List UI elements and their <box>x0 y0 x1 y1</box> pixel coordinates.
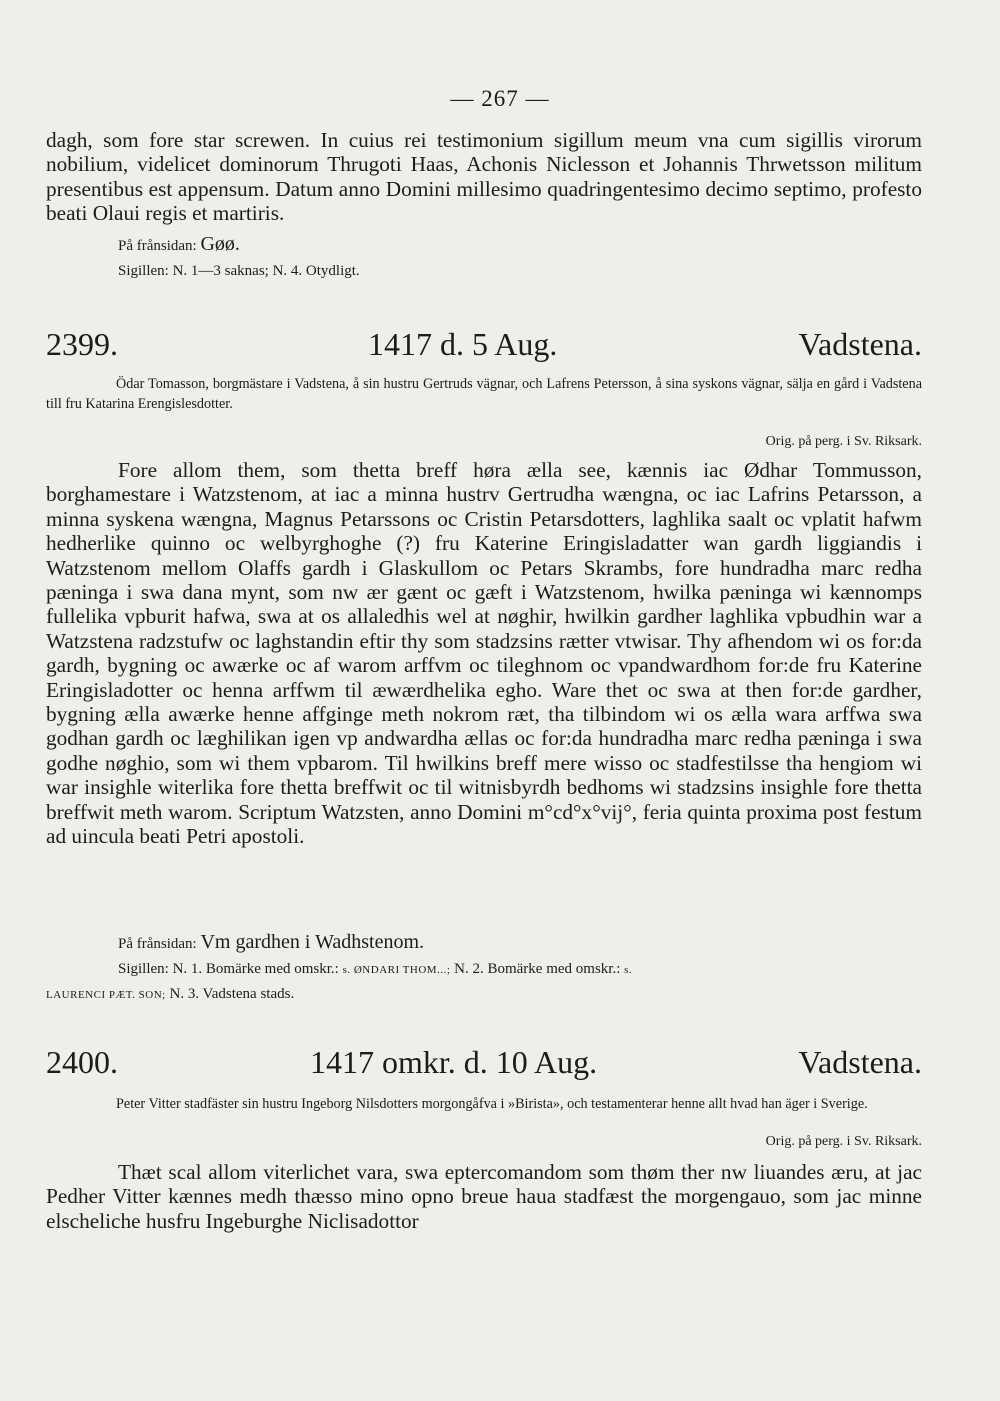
seals-text: Sigillen: N. 1. Bomärke med omskr.: <box>118 960 339 977</box>
entry-2399-notes <box>46 930 922 1008</box>
entry-2400-heading <box>46 1044 922 1080</box>
entry-2400-source: Orig. på perg. i Sv. Riksark. <box>765 1134 922 1149</box>
seal-inscription: LAURENCI PÆT. SON; <box>46 989 166 1001</box>
entry-number: 2399. <box>46 326 118 362</box>
seal-inscription: s. ØNDARI THOM...; <box>342 963 451 976</box>
seals-note: Sigillen: N. 1—3 saknas; N. 4. Otydligt. <box>118 262 360 279</box>
entry-place: Vadstena. <box>798 1044 922 1080</box>
entry-2399-source: Orig. på perg. i Sv. Riksark. <box>765 434 922 449</box>
entry-number: 2400. <box>46 1044 118 1080</box>
continuation-text: dagh, som fore star screwen. In cuius rei testimonium sigillum meum vna cum sigillis virorum nobilium, videlicet dominorum Thrugoti Haas, Achonis Niclesson et Johannis Thrwetsson militum presentibus est appensum. Datum anno Domini millesimo quadringentesimo decimo septimo, profesto beati Olaui regis et martiris. <box>46 128 922 226</box>
reverse-value: Vm gardhen i Wadhstenom. <box>200 931 425 953</box>
reverse-note <box>46 232 922 259</box>
entry-date: 1417 omkr. d. 10 Aug. <box>310 1044 598 1080</box>
entry-2399-summary <box>46 374 922 414</box>
entry-text: Thæt scal allom viterlichet vara, swa eptercomandom som thøm ther nw liuandes æru, at jac Pedher Vitter kænnes medh thæsso mino opno breue haua stadfæst the morgengauo, som jac minne elscheliche husfru Ingeburghe Niclisadottor <box>46 1160 922 1233</box>
entry-2399-text <box>46 458 922 849</box>
page-number: — 267 — <box>450 86 550 111</box>
seal-inscription: s. <box>624 963 633 976</box>
reverse-label: På frånsidan: <box>118 936 197 952</box>
seals-note <box>46 957 922 983</box>
seals-note-continued <box>46 982 922 1008</box>
continuation-paragraph <box>46 128 922 226</box>
entry-summary: Peter Vitter stadfäster sin hustru Ingeborg Nilsdotters morgongåfva i »Birista», och testamenterar henne allt hvad han äger i Sverige. <box>116 1096 868 1112</box>
reverse-note <box>46 930 922 957</box>
entry-2400-text <box>46 1160 922 1233</box>
entry-date: 1417 d. 5 Aug. <box>368 326 558 362</box>
seals-text: N. 2. Bomärke med omskr.: <box>454 960 621 977</box>
entry-text: Fore allom them, som thetta breff høra ælla see, kænnis iac Ødhar Tommusson, borghamestare i Watzstenom, at iac a minna hustrv Gertrudha wængna, oc iac Lafrins Petarsson, a minna syskena wængna, Magnus Petarssons oc Cristin Petarsdotters, laghlika saalt oc vplatit hafwm hedherlike quinno oc welbyrghoghe (?) fru Katerine Eringisladatter wan gardh liggiandis i Watzstenom mellom Olaffs gardh i Glaskullom oc Petars Skrambs, fore hundradha marc redha pæninga i swa dana mynt, som nw ær gænt oc gæft i Watzstenom, hwilka pæninga wi kænnomps fullelika vpburit hafwa, swa at os allaledhis wel at nøghir, hwilkin gardher laghlika vpbudhin war a Watzstena radzstufw oc laghstandin eftir thy som stadzsins rætter vtwisar. Thy afhendom wi os for:da gardh, bygning oc awærke oc af warom arffvm oc tileghnom oc vpandwardhom for:de fru Katerine Eringisladotter oc henna arffwm til æwærdhelika egho. Ware thet oc swa at then for:de gardher, bygning ælla awærke henne affginge meth nokrom ræt, tha tilbindom wi os ælla wara arffwa swa godhan gardh oc læghilikan igen vp andwardha ællas oc for:da hundradha marc redha pæninga i swa godhe nøghio, som wi them vpbarom. Til hwilkins breff mere wisso oc stadfestilsse tha hengiom wi war insighle witerlika fore thetta breffwit oc til witnisbyrdh bedhoms wi stadzsins insighle fore thetta breffwit meth warom. Scriptum Watzsten, anno Domini m°cd°x°vij°, feria quinta proxima post festum ad uincula beati Petri apostoli. <box>46 458 922 849</box>
continuation-notes <box>46 232 922 283</box>
entry-2399-heading <box>46 326 922 362</box>
entry-2400-summary <box>46 1094 922 1114</box>
seals-text: N. 3. Vadstena stads. <box>169 986 295 1002</box>
reverse-value: Gøø. <box>200 233 240 255</box>
entry-summary: Ödar Tomasson, borgmästare i Vadstena, å sin hustru Gertruds vägnar, och Lafrens Petersson, å sina syskons vägnar, sälja en gård i Vadstena till fru Katarina Erengislesdotter. <box>46 376 922 412</box>
entry-place: Vadstena. <box>798 326 922 362</box>
reverse-label: På frånsidan: <box>118 238 197 254</box>
